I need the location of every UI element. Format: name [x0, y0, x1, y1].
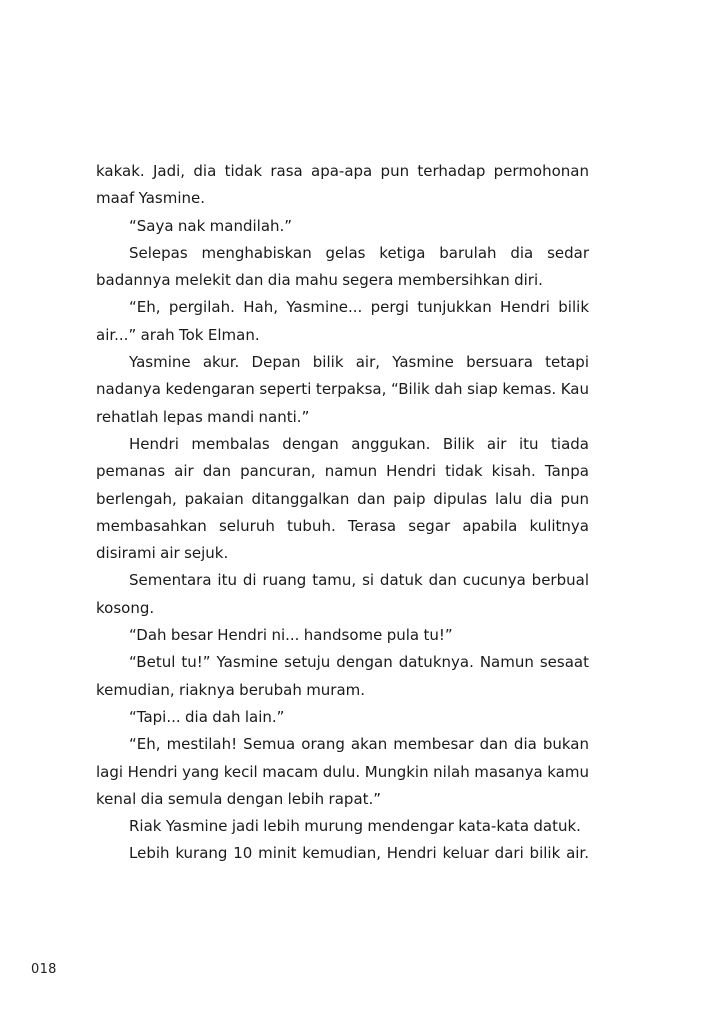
page-number: 018	[31, 962, 57, 977]
page-body	[96, 158, 589, 868]
paragraph: Yasmine akur. Depan bilik air, Yasmine bersuara tetapi nadanya kedengaran seperti terpaksa, “Bilik dah siap kemas. Kau rehatlah lepas mandi nanti.”	[96, 353, 589, 426]
paragraph: “Saya nak mandilah.”	[129, 216, 293, 235]
paragraph: Lebih kurang 10 minit kemudian, Hendri keluar dari bilik air.	[129, 844, 589, 863]
paragraph: “Tapi... dia dah lain.”	[129, 707, 285, 726]
paragraph: Riak Yasmine jadi lebih murung mendengar kata-kata datuk.	[129, 817, 581, 836]
paragraph: “Dah besar Hendri ni... handsome pula tu!”	[129, 626, 453, 645]
paragraph: Sementara itu di ruang tamu, si datuk dan cucunya berbual kosong.	[96, 571, 589, 617]
paragraph: Hendri membalas dengan anggukan. Bilik air itu tiada pemanas air dan pancuran, namun Hendri tidak kisah. Tanpa berlengah, pakaian ditanggalkan dan paip dipulas lalu dia pun membasahkan seluruh tubuh. Terasa segar apabila kulitnya disirami air sejuk.	[96, 434, 589, 563]
paragraph: “Betul tu!” Yasmine setuju dengan datuknya. Namun sesaat kemudian, riaknya berubah muram.	[96, 653, 589, 699]
paragraph: kakak. Jadi, dia tidak rasa apa-apa pun terhadap permohonan maaf Yasmine.	[96, 162, 589, 208]
paragraph: “Eh, pergilah. Hah, Yasmine... pergi tunjukkan Hendri bilik air...” arah Tok Elman.	[96, 298, 589, 344]
paragraph: “Eh, mestilah! Semua orang akan membesar dan dia bukan lagi Hendri yang kecil macam dulu. Mungkin nilah masanya kamu kenal dia semula dengan lebih rapat.”	[96, 735, 589, 808]
paragraph: Selepas menghabiskan gelas ketiga barulah dia sedar badannya melekit dan dia mahu segera membersihkan diri.	[96, 243, 589, 290]
